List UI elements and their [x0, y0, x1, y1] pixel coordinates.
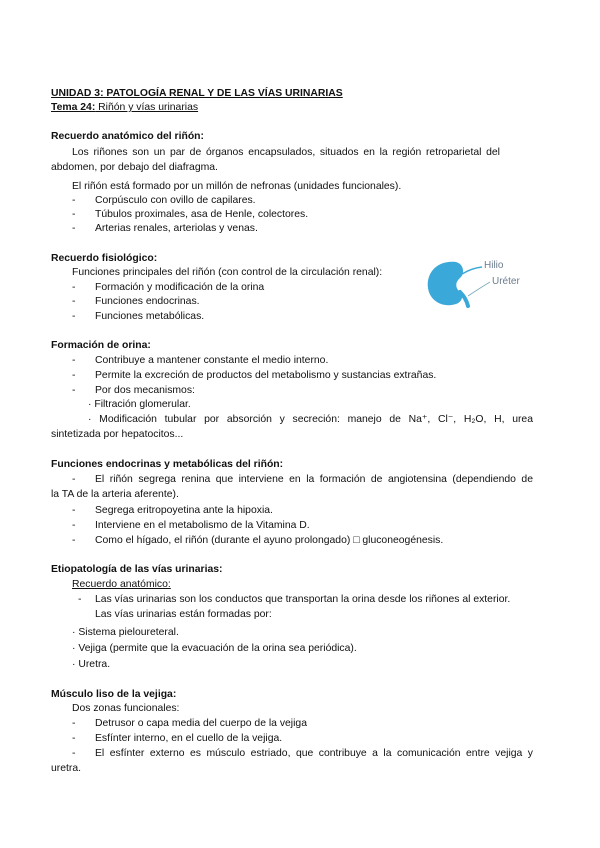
bullet-dash: -: [72, 505, 76, 516]
list-item: Funciones metabólicas.: [95, 311, 205, 322]
topic-title: [51, 101, 198, 114]
bullet-dash: -: [72, 718, 76, 729]
ureter-pointer: [468, 282, 490, 296]
list-item: Como el hígado, el riñón (durante el ayuno prolongado) □ gluconeogénesis.: [95, 535, 444, 546]
list-item: Contribuye a mantener constante el medio interno.: [95, 355, 329, 366]
list-item: Arterias renales, arteriolas y venas.: [95, 223, 258, 234]
kidney-illustration: [422, 258, 534, 310]
list-item: Detrusor o capa media del cuerpo de la vejiga: [95, 718, 307, 729]
topic-name: Riñón y vías urinarias: [95, 102, 199, 113]
section-title-musculo: Músculo liso de la vejiga:: [51, 689, 177, 700]
bullet-dash: -: [72, 748, 76, 759]
list-item: Las vías urinarias son los conductos que transportan la orina desde los riñones al exterior.: [95, 594, 511, 605]
section-title-anatomico: Recuerdo anatómico del riñón:: [51, 131, 204, 142]
list-item-line2: la TA de la arteria aferente).: [51, 489, 179, 500]
label-ureter: Uréter: [492, 276, 520, 287]
list-item: Formación y modificación de la orina: [95, 282, 265, 293]
bullet-dash: -: [72, 370, 76, 381]
sub-item: · Filtración glomerular.: [88, 399, 191, 410]
musculo-intro: Dos zonas funcionales:: [72, 703, 180, 714]
bullet-dash: -: [72, 733, 76, 744]
bullet-dash: -: [78, 594, 82, 605]
topic-prefix: Tema 24:: [51, 102, 96, 113]
fisiologico-intro: Funciones principales del riñón (con control de la circulación renal):: [72, 267, 383, 278]
list-item-line2: uretra.: [51, 763, 82, 774]
sub-item-line2: sintetizada por hepatocitos...: [51, 429, 184, 440]
subsection-title: Recuerdo anatómico:: [72, 579, 171, 590]
anatomico-paragraph-2: El riñón está formado por un millón de nefronas (unidades funcionales).: [72, 181, 402, 192]
hilio-pointer: [462, 267, 482, 274]
list-item: Funciones endocrinas.: [95, 296, 200, 307]
bullet-dash: -: [72, 474, 76, 485]
bullet-dash: -: [72, 282, 76, 293]
bullet-dash: -: [72, 209, 76, 220]
list-item-continuation: Las vías urinarias están formadas por:: [95, 609, 272, 620]
bullet-dash: -: [72, 385, 76, 396]
list-item: Esfínter interno, en el cuello de la vejiga.: [95, 733, 283, 744]
list-item: Interviene en el metabolismo de la Vitamina D.: [95, 520, 310, 531]
unit-title: UNIDAD 3: PATOLOGÍA RENAL Y DE LAS VÍAS URINARIAS: [51, 88, 343, 99]
sub-item: · Vejiga (permite que la evacuación de la orina sea periódica).: [72, 643, 357, 654]
sub-item: · Sistema pieloureteral.: [72, 627, 179, 638]
list-item: Segrega eritropoyetina ante la hipoxia.: [95, 505, 273, 516]
kidney-shape: [428, 262, 463, 305]
section-title-orina: Formación de orina:: [51, 340, 151, 351]
label-hilio: Hilio: [484, 260, 504, 271]
bullet-dash: -: [72, 535, 76, 546]
bullet-dash: -: [72, 195, 76, 206]
bullet-dash: -: [72, 520, 76, 531]
list-item: Permite la excreción de productos del metabolismo y sustancias extrañas.: [95, 370, 437, 381]
bullet-dash: -: [72, 296, 76, 307]
bullet-dash: -: [72, 311, 76, 322]
section-title-endocrinas: Funciones endocrinas y metabólicas del riñón:: [51, 459, 284, 470]
bullet-dash: -: [72, 223, 76, 234]
sub-item: · Uretra.: [72, 659, 111, 670]
anatomico-paragraph-line2: abdomen, por debajo del diafragma.: [51, 162, 218, 173]
bullet-dash: -: [72, 355, 76, 366]
anatomico-paragraph-line1: Los riñones son un par de órganos encapsulados, situados en la región retroparietal del: [72, 147, 500, 158]
list-item-line1: El riñón segrega renina que interviene en la formación de angiotensina (dependiendo de: [95, 474, 533, 485]
section-title-etiopatologia: Etiopatología de las vías urinarias:: [51, 564, 223, 575]
list-item: Por dos mecanismos:: [95, 385, 195, 396]
list-item: Túbulos proximales, asa de Henle, colectores.: [95, 209, 309, 220]
section-title-fisiologico: Recuerdo fisiológico:: [51, 253, 158, 264]
list-item: Corpúsculo con ovillo de capilares.: [95, 195, 256, 206]
list-item-line1: El esfínter externo es músculo estriado, que contribuye a la comunicación entre vejiga y: [95, 748, 533, 759]
sub-item-line1: · Modificación tubular por absorción y secreción: manejo de Na⁺, Cl⁻, H₂O, H, urea: [88, 414, 533, 425]
